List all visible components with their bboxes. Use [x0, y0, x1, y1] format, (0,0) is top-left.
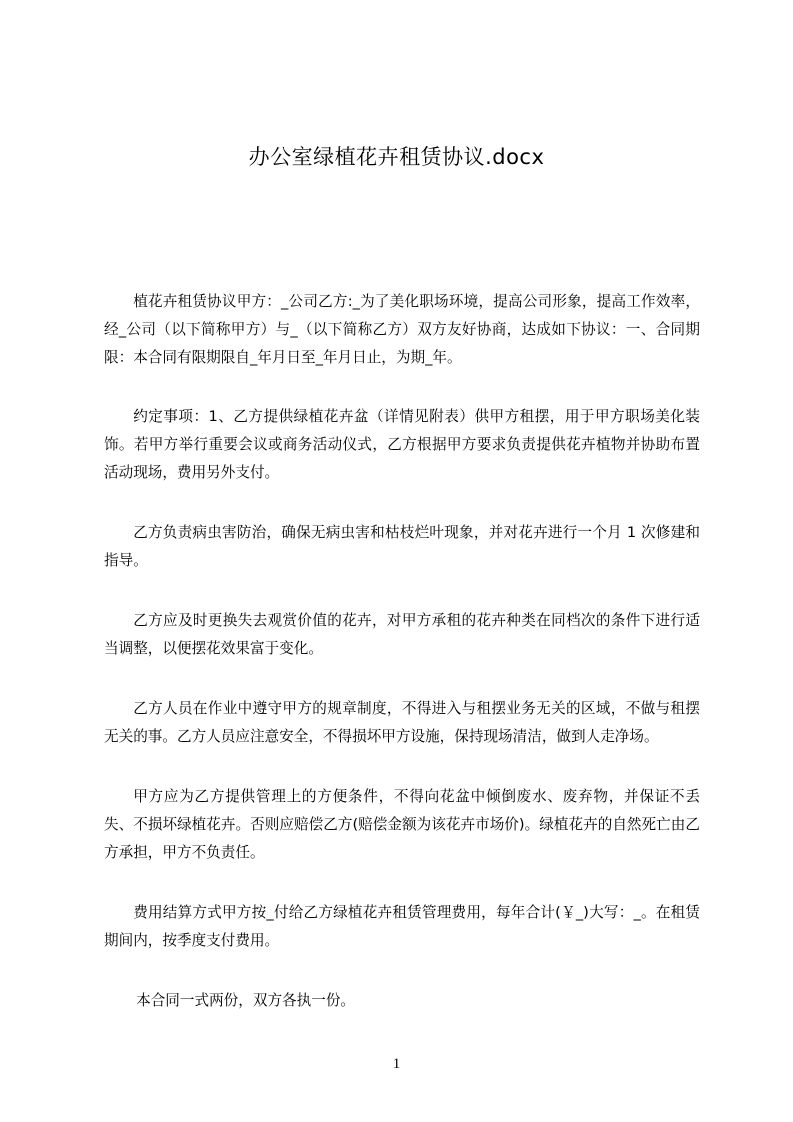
paragraph-party-a-obligations: 甲方应为乙方提供管理上的方便条件，不得向花盆中倾倒废水、废弃物，并保证不丢失、不损坏绿植花卉。否则应赔偿乙方(赔偿金额为该花卉市场价)。绿植花卉的自然死亡由乙方承担，甲方不负责任。 [104, 788, 700, 861]
paragraph-copies: 本合同一式两份，双方各执一份。 [136, 992, 356, 1009]
paragraph-agreement-intro: 植花卉租赁协议甲方：_公司乙方:_为了美化职场环境，提高公司形象，提高工作效率，经_公司（以下简称甲方）与_（以下简称乙方）双方友好协商，达成如下协议：一、合同期限：本合同有限期限自_年月日至_年月日止，为期_年。 [104, 293, 700, 366]
document-body [104, 288, 700, 1047]
page-number: 1 [392, 1056, 401, 1072]
document-title: 办公室绿植花卉租赁协议.docx [248, 145, 545, 169]
paragraph-agreed-items: 约定事项：1、乙方提供绿植花卉盆（详情见附表）供甲方租摆，用于甲方职场美化装饰。若甲方举行重要会议或商务活动仪式，乙方根据甲方要求负责提供花卉植物并协助布置活动现场，费用另外支付。 [104, 408, 700, 481]
paragraph-plant-replacement: 乙方应及时更换失去观赏价值的花卉，对甲方承租的花卉种类在同档次的条件下进行适当调整，以便摆花效果富于变化。 [104, 612, 700, 657]
paragraph-staff-conduct: 乙方人员在作业中遵守甲方的规章制度，不得进入与租摆业务无关的区域，不做与租摆无关的事。乙方人员应注意安全，不得损坏甲方设施，保持现场清洁，做到人走净场。 [104, 700, 700, 745]
paragraph-payment-terms: 费用结算方式甲方按_付给乙方绿植花卉租赁管理费用，每年合计(￥_)大写：_。在租赁期间内，按季度支付费用。 [104, 904, 700, 949]
paragraph-pest-control: 乙方负责病虫害防治，确保无病虫害和枯枝烂叶现象，并对花卉进行一个月 1 次修建和指导。 [104, 524, 700, 569]
